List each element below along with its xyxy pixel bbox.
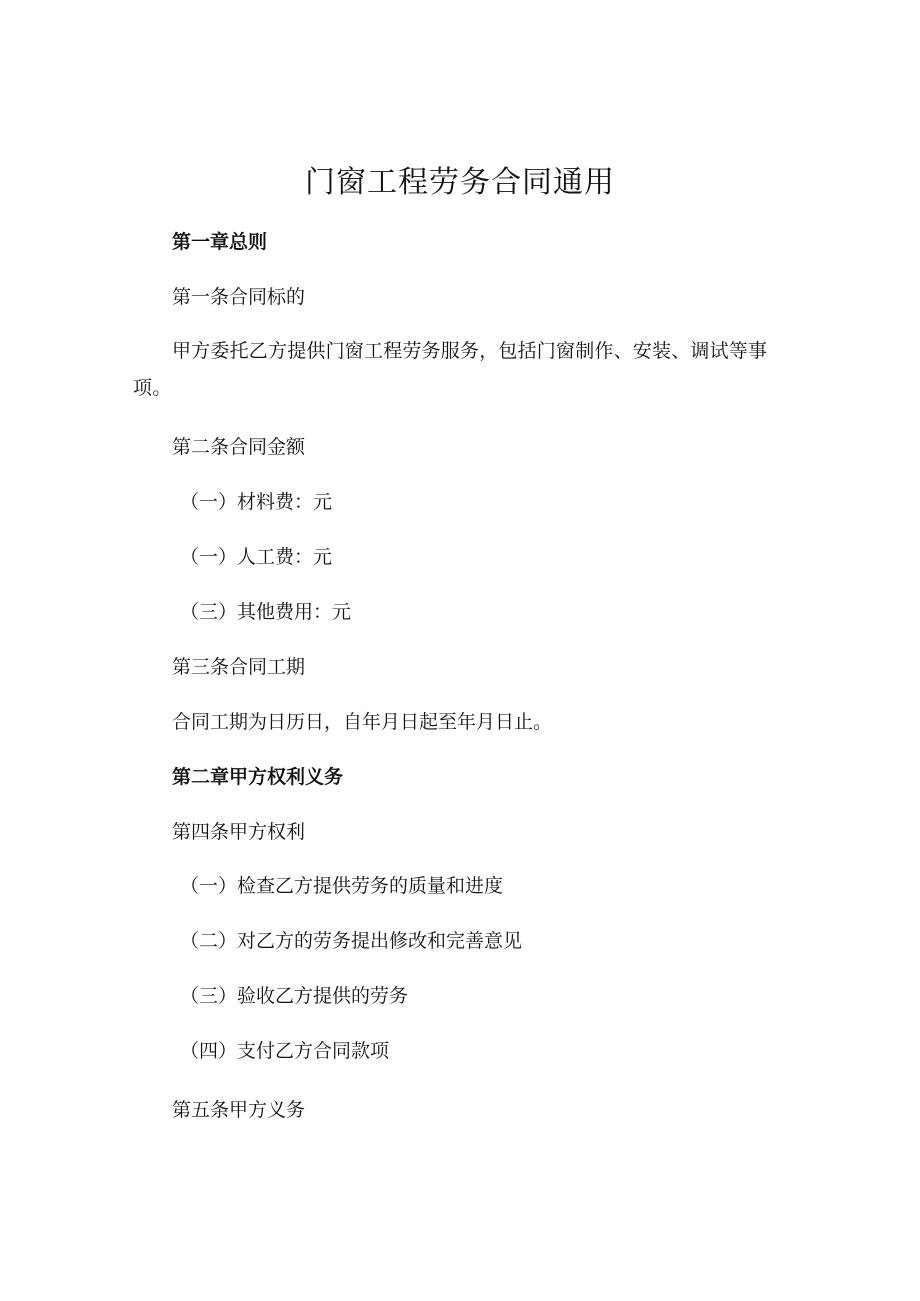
article-4-item-2: （二）对乙方的劳务提出修改和完善意见	[180, 930, 523, 952]
chapter-2-heading: 第二章甲方权利义务	[172, 766, 344, 788]
article-4-item-3: （三）验收乙方提供的劳务	[180, 985, 409, 1007]
article-2-heading: 第二条合同金额	[172, 436, 306, 458]
article-2-item-2: （一）人工费：元	[180, 546, 333, 568]
article-2-item-1: （一）材料费：元	[180, 491, 333, 513]
article-3-heading: 第三条合同工期	[172, 656, 306, 678]
article-4-heading: 第四条甲方权利	[172, 821, 306, 843]
chapter-1-heading: 第一章总则	[172, 231, 268, 253]
article-1-heading: 第一条合同标的	[172, 286, 306, 308]
article-3-body: 合同工期为日历日，自年月日起至年月日止。	[172, 711, 553, 733]
article-4-item-4: （四）支付乙方合同款项	[180, 1040, 390, 1062]
article-2-item-3: （三）其他费用：元	[180, 601, 352, 623]
article-4-item-1: （一）检查乙方提供劳务的质量和进度	[180, 875, 504, 897]
document-title: 门窗工程劳务合同通用	[305, 165, 615, 200]
article-5-heading: 第五条甲方义务	[172, 1099, 306, 1121]
article-1-body: 甲方委托乙方提供门窗工程劳务服务，包括门窗制作、安装、调试等事项。	[133, 340, 768, 399]
